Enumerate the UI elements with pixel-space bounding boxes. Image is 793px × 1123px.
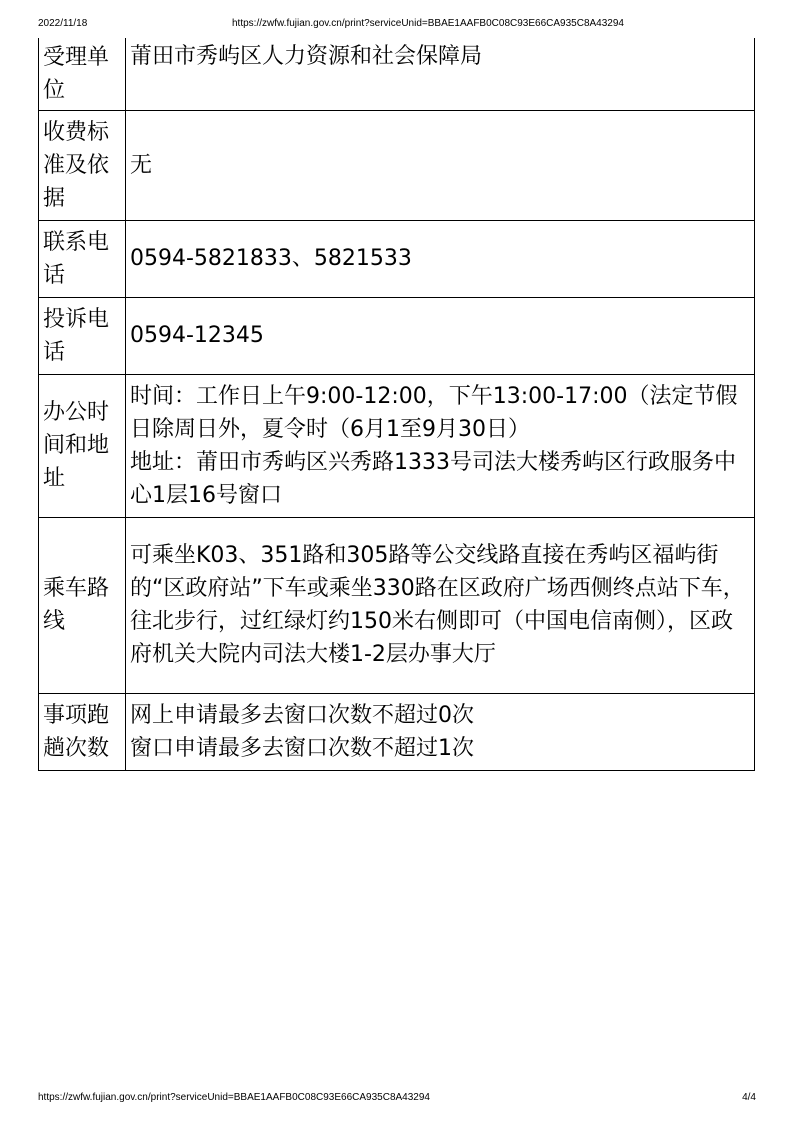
- row-value-visit-count: [126, 693, 755, 770]
- row-value-office-hours-address: [126, 374, 755, 517]
- row-value-bus-route: [126, 517, 755, 693]
- row-label-bus-route: 乘车路线: [39, 517, 126, 693]
- value-line: 莆田市秀屿区人力资源和社会保障局: [130, 44, 483, 69]
- row-label-office-hours-address: 办公时间和地址: [39, 374, 126, 517]
- table-row: [39, 297, 755, 374]
- table-row: [39, 517, 755, 693]
- table-row: [39, 374, 755, 517]
- value-line: 0594-12345: [130, 323, 264, 348]
- row-value-contact-phone: [126, 220, 755, 297]
- row-label-complaint-phone: 投诉电话: [39, 297, 126, 374]
- value-line: 无: [130, 152, 153, 178]
- value-line: 可乘坐K03、351路和305路等公交线路直接在秀屿区福屿街的“区政府站”下车或乘坐330路在区政府广场西侧终点站下车，往北步行，过红绿灯约150米右侧即可（中国电信南侧），区政府机关大院内司法大楼1-2层办事大厅: [130, 543, 745, 667]
- row-value-fee-standard: [126, 110, 755, 220]
- page-number: 4/4: [742, 1092, 756, 1103]
- row-label-contact-phone: 联系电话: [39, 220, 126, 297]
- value-line: 地址：莆田市秀屿区兴秀路1333号司法大楼秀屿区行政服务中心1层16号窗口: [130, 449, 736, 508]
- row-label-fee-standard: 收费标准及依据: [39, 110, 126, 220]
- service-info-table: [38, 38, 755, 771]
- print-date: 2022/11/18: [38, 18, 88, 29]
- value-line: 窗口申请最多去窗口次数不超过1次: [130, 735, 474, 761]
- row-value-complaint-phone: [126, 297, 755, 374]
- row-value-handling-unit: [126, 38, 755, 110]
- table-row: [39, 693, 755, 770]
- table-row: [39, 38, 755, 110]
- table-row: [39, 220, 755, 297]
- row-label-handling-unit: 受理单位: [39, 38, 126, 110]
- row-label-visit-count: 事项跑趟次数: [39, 693, 126, 770]
- footer-url: https://zwfw.fujian.gov.cn/print?serviceUnid=BBAE1AAFB0C08C93E66CA935C8A43294: [38, 1092, 430, 1103]
- value-line: 网上申请最多去窗口次数不超过0次: [130, 702, 474, 728]
- print-url: https://zwfw.fujian.gov.cn/print?serviceUnid=BBAE1AAFB0C08C93E66CA935C8A43294: [232, 18, 624, 29]
- value-line: 时间：工作日上午9:00-12:00，下午13:00-17:00（法定节假日除周日外，夏令时（6月1至9月30日）: [130, 383, 738, 442]
- value-line: 0594-5821833、5821533: [130, 246, 412, 271]
- table-row: [39, 110, 755, 220]
